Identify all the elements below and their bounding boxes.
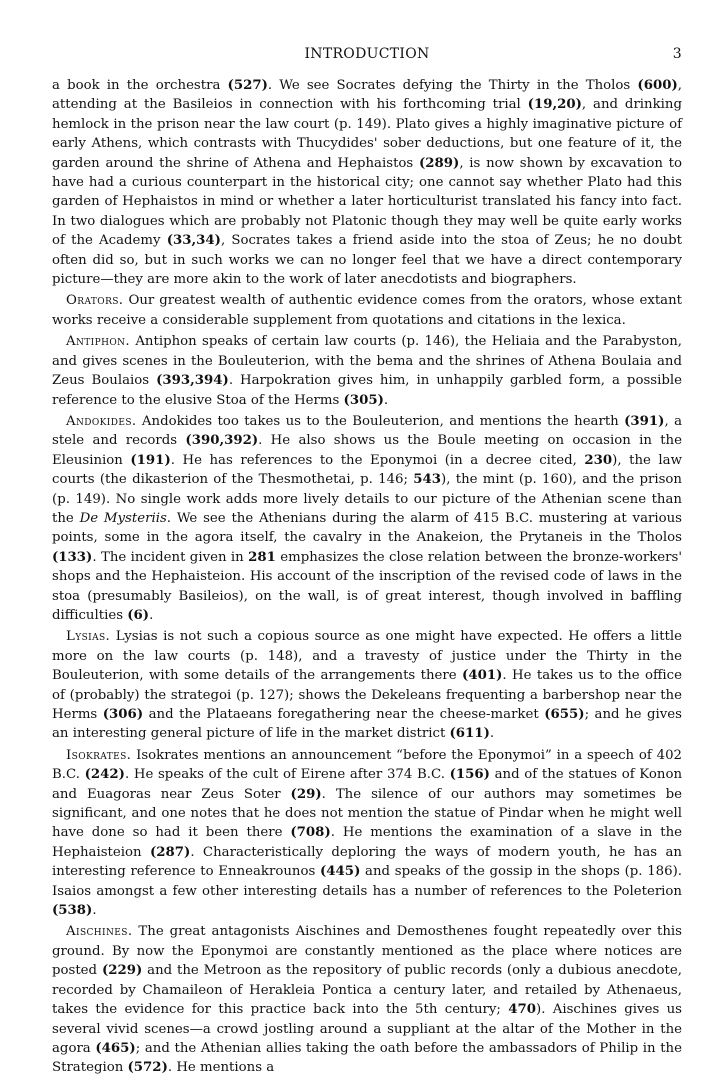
paragraph bbox=[52, 922, 682, 1077]
text-run: and speaks of the gossip in the shops (p. 186). Isaios amongst a few other interesting details has a number of references to the Poleterion bbox=[52, 864, 682, 899]
running-title: INTRODUCTION bbox=[304, 46, 430, 62]
text-run: ; and the Athenian allies taking the oath before the ambassadors of Philip in the Strategion bbox=[52, 1040, 682, 1076]
testimonia-reference: (242) bbox=[84, 767, 125, 783]
testimonia-reference: (33,34) bbox=[166, 233, 221, 249]
text-run: , Socrates takes a friend aside into the stoa of Zeus; he no doubt often did so, but in such works we can no longer feel that we have a direct contemporary picture—they are more akin to the work of later anecdotists and biographers. bbox=[52, 233, 682, 288]
paragraph bbox=[52, 746, 682, 921]
text-run: . He mentions the examination of a slave in the Hephaisteion bbox=[52, 825, 683, 860]
text-run: Lysias is not such a copious source as one might have expected. He offers a little more on the law courts (p. 148), and a travesty of justice under the Thirty in the Bouleuterion, with some details of the arrangements there bbox=[52, 629, 682, 684]
body-text bbox=[52, 76, 682, 1080]
text-run: ). Aischines gives us several vivid scenes—a crowd jostling around a suppliant at the altar of the Mother in the agora bbox=[52, 1002, 682, 1056]
testimonia-reference: (393,394) bbox=[156, 373, 229, 389]
running-head bbox=[52, 46, 682, 66]
text-run: ), the law courts (the dikasterion of the Thesmothetai, p. 146; bbox=[52, 452, 682, 488]
text-run: ; and he gives an interesting general picture of life in the market district bbox=[52, 707, 682, 742]
testimonia-reference: (401) bbox=[462, 668, 503, 684]
testimonia-reference: (445) bbox=[320, 864, 361, 880]
testimonia-reference: 543 bbox=[413, 472, 442, 488]
testimonia-reference: 470 bbox=[508, 1002, 536, 1018]
text-run: a book in the orchestra bbox=[52, 78, 228, 93]
testimonia-reference: (708) bbox=[290, 825, 331, 841]
text-run: . bbox=[489, 726, 495, 742]
text-run: . Harpokration gives him, in unhappily garbled form, a possible reference to the elusive Stoa of the Herms bbox=[52, 373, 682, 408]
text-run: . We see the Athenians during the alarm of 415 B.C. mustering at various points, some in the agora itself, the cavalry in the Anakeion, the Prytaneis in the Tholos bbox=[52, 510, 682, 546]
text-run: and of the statues of Konon and Euagoras near Zeus Soter bbox=[52, 767, 683, 802]
testimonia-reference: (390,392) bbox=[185, 433, 259, 449]
text-run: , a stele and records bbox=[52, 413, 682, 449]
testimonia-reference: (572) bbox=[127, 1060, 168, 1076]
text-run: . He mentions a bbox=[167, 1060, 275, 1076]
text-run: . The incident given in bbox=[92, 549, 249, 565]
section-heading: Isokrates. bbox=[66, 747, 132, 763]
testimonia-reference: (611) bbox=[449, 726, 490, 742]
text-run: . He has references to the Eponymoi (in a decree cited, bbox=[170, 452, 585, 468]
text-run: . bbox=[383, 392, 389, 408]
text-run: , and drinking hemlock in the prison near the law court (p. 149). Plato gives a highly imaginative picture of early Athens, which contrasts with Thucydides' sober deductions, but one feature of it, the garden around the shrine of Athena and Hephaistos bbox=[52, 97, 683, 171]
work-title: De Mysteriis bbox=[79, 510, 167, 526]
testimonia-reference: 281 bbox=[248, 549, 276, 565]
text-run: and the Metroon as the repository of public records (only a dubious anecdote, recorded by Chamaileon of Herakleia Pontica a century later, and retailed by Athenaeus, takes the evidence for this practice back into the 5th century; bbox=[52, 963, 682, 1018]
testimonia-reference: (465) bbox=[95, 1040, 136, 1056]
testimonia-reference: (527) bbox=[227, 78, 268, 93]
paragraph bbox=[52, 412, 682, 625]
text-run: . Characteristically deploring the ways of modern youth, he has an interesting reference to Enneakrounos bbox=[52, 844, 682, 880]
text-run: . He also shows us the Boule meeting on occasion in the Eleusinion bbox=[52, 433, 682, 468]
text-run: . We see Socrates defying the Thirty in the Tholos bbox=[267, 78, 638, 93]
text-run: . He takes us to the office of (probably) the strategoi (p. 127); shows the Dekeleans frequenting a barbershop near the Herms bbox=[52, 668, 682, 722]
text-run: Andokides too takes us to the Bouleuterion, and mentions the hearth bbox=[136, 413, 625, 429]
text-run: The great antagonists Aischines and Demosthenes fought repeatedly over this ground. By now the Eponymoi are constantly mentioned as the place where notices are posted bbox=[52, 924, 682, 979]
testimonia-reference: (600) bbox=[637, 78, 678, 93]
testimonia-reference: (29) bbox=[290, 786, 322, 802]
text-run: ), the mint (p. 160), and the prison (p. 149). No single work adds more lively details to our picture of the Athenian scene than the bbox=[52, 472, 682, 526]
text-run: . bbox=[149, 607, 154, 623]
text-run: . He speaks of the cult of Eirene after 374 B.C. bbox=[124, 767, 450, 783]
paragraph bbox=[52, 627, 682, 743]
text-run: and the Plataeans foregathering near the cheese-market bbox=[143, 707, 545, 722]
text-run: , attending at the Basileios in connection with his forthcoming trial bbox=[52, 78, 682, 113]
testimonia-reference: (19,20) bbox=[527, 97, 582, 113]
testimonia-reference: (6) bbox=[127, 607, 150, 623]
testimonia-reference: (391) bbox=[624, 413, 665, 429]
section-heading: Antiphon. bbox=[66, 334, 131, 350]
testimonia-reference: (156) bbox=[449, 767, 490, 783]
paragraph bbox=[52, 291, 682, 330]
section-heading: Aischines. bbox=[66, 924, 133, 940]
section-heading: Orators. bbox=[66, 293, 124, 309]
section-heading: Andokides. bbox=[66, 413, 137, 429]
testimonia-reference: (538) bbox=[52, 903, 93, 919]
testimonia-reference: (306) bbox=[102, 707, 144, 722]
testimonia-reference: 230 bbox=[584, 452, 613, 468]
text-run: . The silence of our authors may sometimes be significant, and one notes that he does not mention the statue of Pindar when he might well have done so had it been there bbox=[52, 786, 682, 841]
paragraph bbox=[52, 332, 682, 410]
testimonia-reference: (305) bbox=[343, 392, 384, 408]
section-heading: Lysias. bbox=[66, 629, 111, 645]
text-run: Our greatest wealth of authentic evidence comes from the orators, whose extant works receive a considerable supplement from quotations and citations in the lexica. bbox=[52, 293, 682, 328]
text-run: emphasizes the close relation between the bronze-workers' shops and the Hephaisteion. His account of the inscription of the revised code of laws in the stoa (presumably Basileios), on the wall, is of great interest, though involved in baffling difficulties bbox=[52, 549, 682, 623]
paragraph bbox=[52, 76, 682, 289]
testimonia-reference: (229) bbox=[101, 963, 143, 979]
page-number: 3 bbox=[672, 46, 682, 62]
testimonia-reference: (133) bbox=[52, 549, 93, 565]
testimonia-reference: (287) bbox=[149, 844, 191, 860]
text-run: , is now shown by excavation to have had a curious counterpart in the historical city; one cannot say whether Plato had this garden of Hephaistos in mind or whether a later horticulturist translated his fancy into fact. In two dialogues which are probably not Platonic though they may well be quite early works of the Academy bbox=[52, 155, 682, 249]
testimonia-reference: (655) bbox=[544, 707, 585, 722]
testimonia-reference: (289) bbox=[418, 155, 460, 171]
text-run: Isokrates mentions an announcement “before the Eponymoi” in a speech of 402 B.C. bbox=[52, 747, 682, 783]
text-run: Antiphon speaks of certain law courts (p. 146), the Heliaia and the Parabyston, and gives scenes in the Bouleuterion, with the bema and the shrines of Athena Boulaia and Zeus Boulaios bbox=[52, 334, 682, 389]
testimonia-reference: (191) bbox=[130, 452, 171, 468]
text-run: . bbox=[92, 903, 97, 919]
